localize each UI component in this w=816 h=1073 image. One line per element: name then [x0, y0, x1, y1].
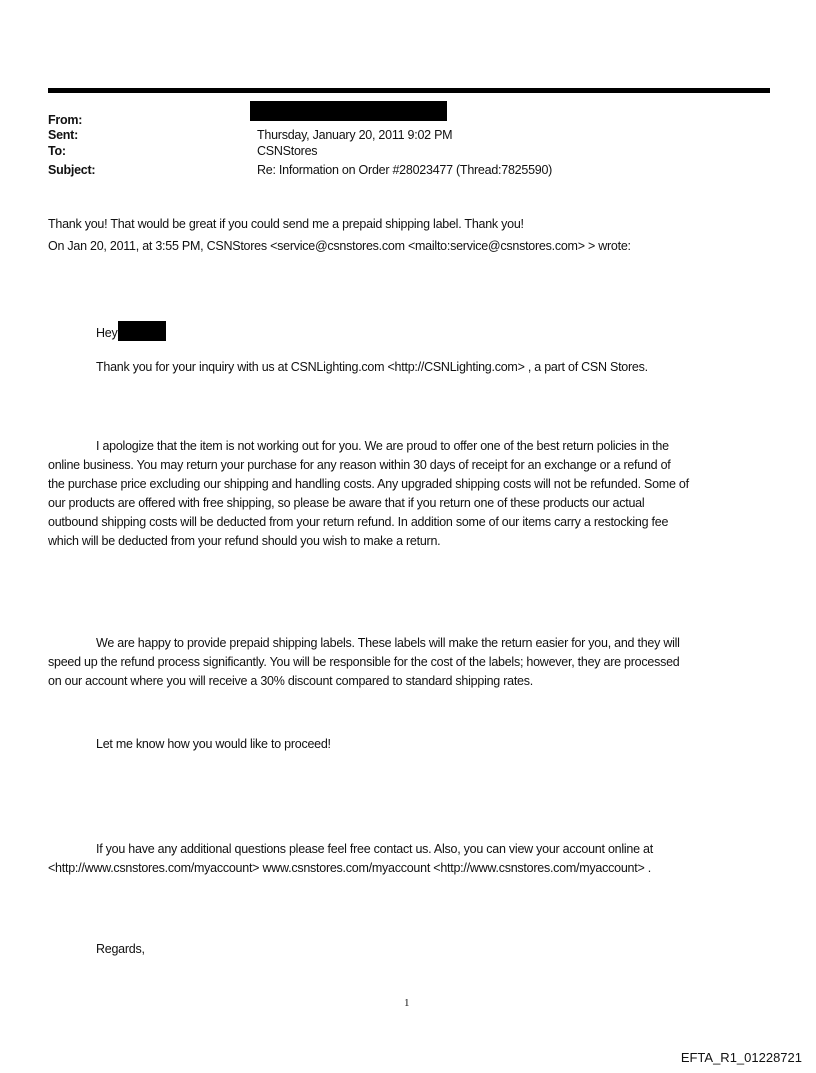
text-line: our products are offered with free shipping, so please be aware that if you return one of these products our actual: [48, 496, 645, 510]
text-line: speed up the refund process significantly. You will be responsible for the cost of the labels; however, they are processed: [48, 655, 680, 669]
to-value: CSNStores: [257, 144, 318, 158]
subject-value: Re: Information on Order #28023477 (Thread:7825590): [257, 163, 553, 177]
text-line: If you have any additional questions please feel free contact us. Also, you can view your account online at: [96, 842, 653, 856]
subject-label: Subject:: [48, 163, 96, 177]
text-line: on our account where you will receive a 30% discount compared to standard shipping rates.: [48, 674, 533, 688]
intro-text: Thank you for your inquiry with us at CSNLighting.com <http://CSNLighting.com> , a part of CSN Stores.: [96, 360, 648, 374]
quote-intro: On Jan 20, 2011, at 3:55 PM, CSNStores <service@csnstores.com <mailto:service@csnstores.com> > wrote:: [48, 239, 631, 253]
shipping-labels-paragraph: [48, 634, 768, 691]
account-links-line: <http://www.csnstores.com/myaccount> www.csnstores.com/myaccount <http://www.csnstores.com/myaccount> .: [48, 861, 651, 875]
sent-label: Sent:: [48, 128, 78, 142]
to-label: To:: [48, 144, 66, 158]
return-policy-paragraph: [48, 437, 768, 551]
contact-paragraph: [48, 840, 768, 878]
document-id: EFTA_R1_01228721: [680, 1050, 802, 1065]
greeting: Hey: [96, 326, 118, 340]
text-line: the purchase price excluding our shipping and handling costs. Any upgraded shipping costs will not be refunded. Some of: [48, 477, 689, 491]
text-line: I apologize that the item is not working out for you. We are proud to offer one of the best return policies in the: [96, 439, 669, 453]
page-number: 1: [404, 997, 410, 1009]
text-line: online business. You may return your purchase for any reason within 30 days of receipt for an exchange or a refund of: [48, 458, 671, 472]
reply-text: Thank you! That would be great if you could send me a prepaid shipping label. Thank you!: [48, 217, 524, 231]
closing: Regards,: [96, 942, 145, 956]
text-line: outbound shipping costs will be deducted from your return refund. In addition some of our items carry a restocking fee: [48, 515, 669, 529]
proceed-text: Let me know how you would like to proceed!: [96, 737, 331, 751]
text-line: which will be deducted from your refund should you wish to make a return.: [48, 534, 441, 548]
sent-value: Thursday, January 20, 2011 9:02 PM: [257, 128, 453, 142]
from-label: From:: [48, 113, 83, 127]
redaction-name: [118, 321, 166, 341]
redaction-from: [250, 101, 447, 121]
header-rule: [48, 88, 770, 93]
text-line: We are happy to provide prepaid shipping labels. These labels will make the return easier for you, and they will: [96, 636, 680, 650]
